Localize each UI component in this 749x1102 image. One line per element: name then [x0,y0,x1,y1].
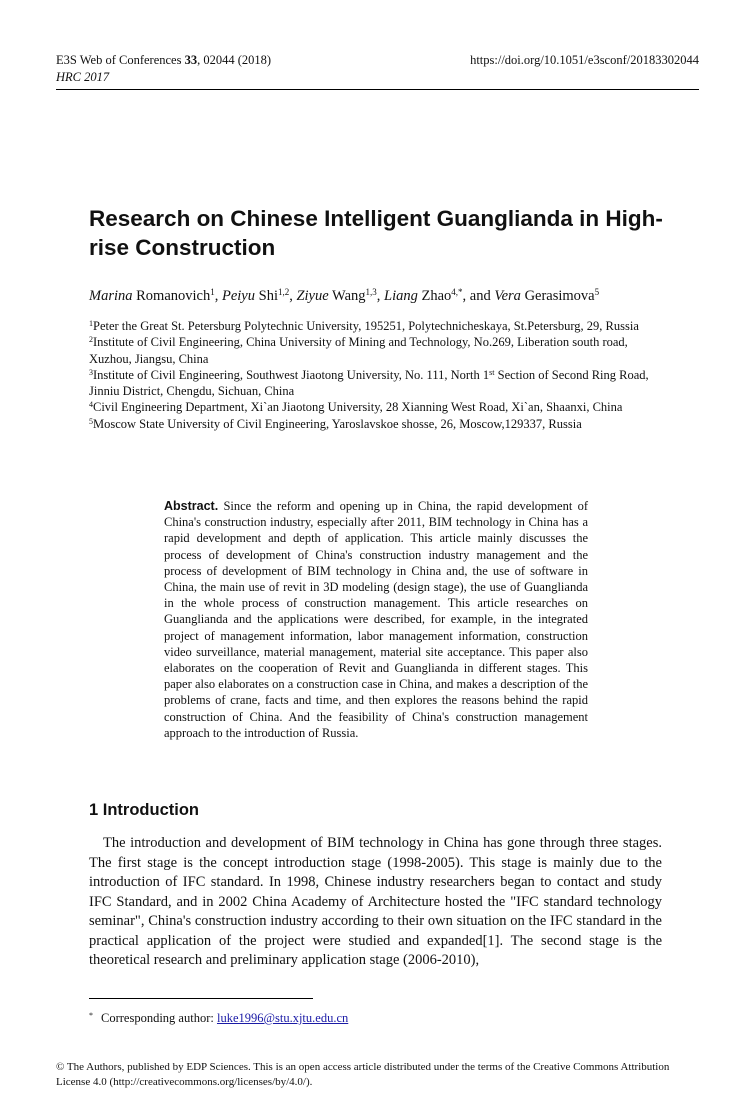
affiliation-list [89,318,659,432]
affiliation: $^5$Moscow State University of Civil Engineering, Yaroslavskoe shosse, 26, Moscow,129337, Russia [89,416,582,431]
author: Marina Romanovich$^1$, [89,287,222,304]
journal-citation: E3S Web of Conferences 33, 02044 (2018) [56,53,272,67]
body-paragraph: The introduction and development of BIM technology in China has gone through three stages. The first stage is the concept introduction stage (1998-2005). This stage is mainly due to the introduction of IFC standard. In 1998, Chinese industry researchers began to contact and study IFC Standard, and in 2002 China Academy of Architecture hosted the "IFC standard technology seminar", China's construction industry according to their own situation on the IFC standard in the practical application of the project were studied and expanded[1]. The second stage is the theoretical research and preliminary application stage (2006-2010), [89,835,662,968]
corresponding-email-link[interactable]: luke1996@stu.xjtu.edu.cn [216,1011,349,1025]
section-heading: 1 Introduction [89,801,199,819]
running-header-left [56,52,271,86]
doi-link[interactable]: https://doi.org/10.1051/e3sconf/20183302044 [470,53,699,67]
license-notice: © The Authors, published by EDP Sciences. This is an open access article distributed under the terms of the Creative Commons Attribution License 4.0 (http://creativecommons.org/licenses/by/4.0/). [56,1061,670,1088]
abstract-label: Abstract. [164,499,219,513]
abstract-text: Since the reform and opening up in China, the rapid development of China's construction industry, especially after 2011, BIM technology in China has a rapid development and depth of application. This article mainly discusses the process of development of China's construction industry management and the process of development of BIM technology in China and, the use of software in China, the main use of revit in 3D modeling (design stage), the use of Guanglianda in the whole process of construction management. This article researches on Guanglianda and the applications were described, for example, in the integrated project of management information, labor management information, construction video surveillance, material management, material site acceptance. This paper also elaborates on the cooperation of Revit and Guanglianda in different stages. This paper also elaborates on a construction case in China, and makes a description of the problems of crane, facts and time, and then explores the reasons behind the rapid construction of China. And the feasibility of China's construction management approach to the introduction of Russia. [164,499,588,740]
paper-title: Research on Chinese Intelligent Guanglianda in High-rise Construction [89,206,663,260]
author: Vera Gerasimova$^5$ [494,287,600,304]
author: Ziyue Wang$^{1,3}$, [296,287,385,304]
affiliation: $^3$Institute of Civil Engineering, Southwest Jiaotong University, No. 111, North 1st Section of Second Ring Road, Jinniu District, Chengdu, Sichuan, China [89,367,649,399]
affiliation: $^4$Civil Engineering Department, Xi`an Jiaotong University, 28 Xianning West Road, Xi`an, Shaanxi, China [89,400,623,415]
conference-name: HRC 2017 [56,70,110,84]
affiliation: $^1$Peter the Great St. Petersburg Polytechnic University, 195251, Polytechnicheskaya, St.Petersburg, 29, Russia [89,319,639,333]
author: Peiyu Shi$^{1,2}$, [221,287,297,304]
volume-number: 33 [184,53,198,67]
author-list [89,286,689,306]
header-divider [56,89,699,90]
abstract [164,498,588,741]
footnote: * Corresponding author: luke1996@stu.xjtu.edu.cn [89,1011,349,1025]
footnote-divider [89,998,313,999]
author: Liang Zhao$^{4,*}$, and [384,287,495,304]
affiliation: $^2$Institute of Civil Engineering, China University of Mining and Technology, No.269, Liberation south road, Xuzhou, Jiangsu, China [89,335,628,366]
